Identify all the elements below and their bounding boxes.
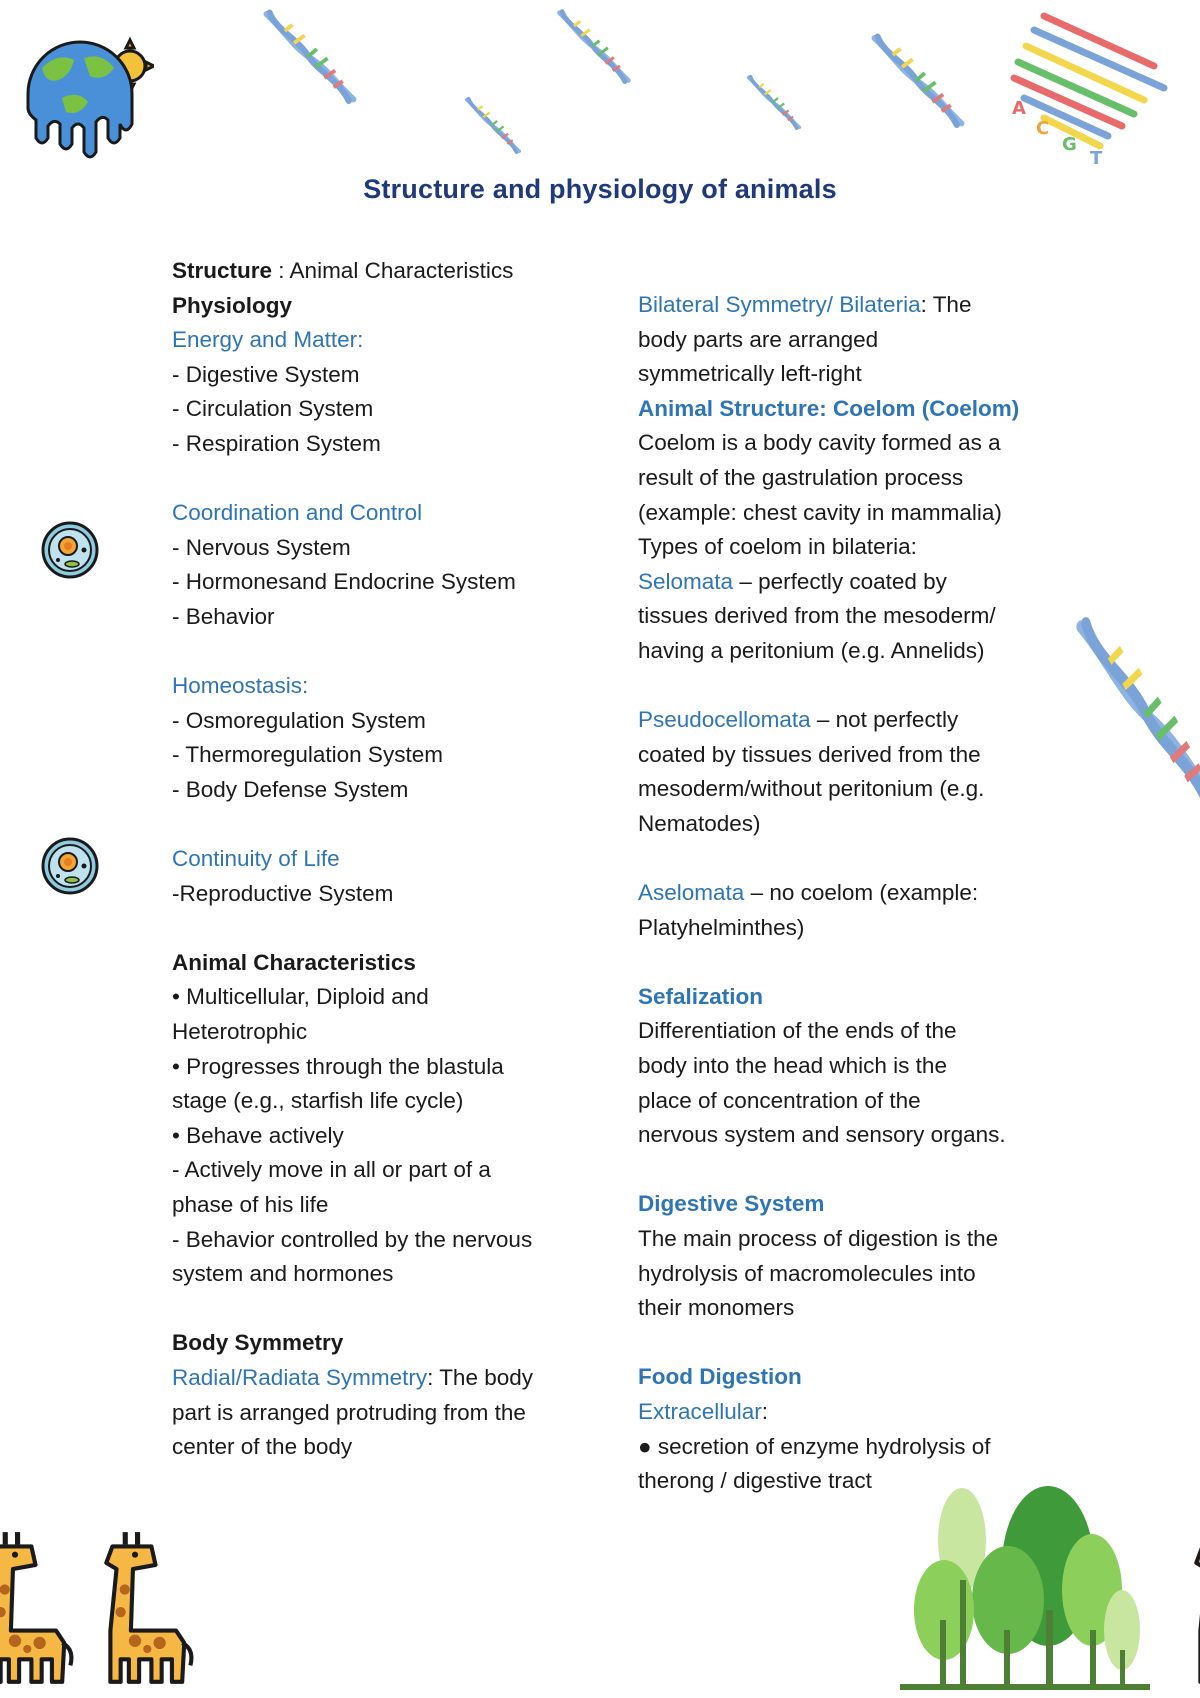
paragraph-line: therong / digestive tract	[638, 1468, 872, 1494]
extracellular-colon: :	[761, 1399, 769, 1424]
paragraph-line: The main process of digestion is the	[638, 1226, 999, 1252]
symmetry-heading: Body Symmetry	[172, 1330, 344, 1356]
paragraph-line: • Behave actively	[172, 1122, 344, 1148]
paragraph-line: hydrolysis of macromolecules into	[638, 1260, 976, 1286]
bilateral-term: Bilateral Symmetry/ Bilateria	[638, 292, 921, 317]
page-title: Structure and physiology of animals	[363, 174, 837, 204]
paragraph-line: result of the gastrulation process	[638, 464, 964, 490]
paragraph-line: phase of his life	[172, 1192, 329, 1218]
paragraph-line: - Behavior controlled by the nervous	[172, 1226, 533, 1252]
selomata-term: Selomata	[638, 568, 734, 594]
continuity-heading: Continuity of Life	[172, 846, 340, 872]
paragraph-line: - Actively move in all or part of a	[172, 1157, 491, 1183]
dna-letter: T	[1090, 148, 1103, 168]
pseudo-term: Pseudocellomata	[638, 707, 811, 733]
extracellular-line	[638, 1395, 1038, 1430]
list-item: - Hormonesand Endocrine System	[172, 569, 516, 595]
dna-icon	[746, 74, 802, 130]
aselomata-text: – no coelom (example:	[744, 880, 979, 906]
paragraph-line: center of the body	[172, 1434, 353, 1460]
dna-icon	[464, 96, 522, 154]
characteristics-heading: Animal Characteristics	[172, 949, 416, 975]
paragraph-line: Heterotrophic	[172, 1019, 308, 1045]
melting-earth-icon	[18, 28, 154, 168]
giraffe-icon	[0, 1528, 80, 1688]
list-item: - Circulation System	[172, 396, 374, 422]
paragraph-line: mesoderm/without peritonium (e.g.	[638, 776, 985, 802]
aselomata-term: Aselomata	[638, 880, 745, 906]
paragraph-line: symmetrically left-right	[638, 361, 862, 387]
trees-icon	[900, 1480, 1150, 1690]
list-item: - Nervous System	[172, 534, 351, 560]
paragraph-line: ● secretion of enzyme hydrolysis of	[638, 1433, 991, 1459]
physiology-heading: Physiology	[172, 292, 293, 318]
giraffe-icon	[1160, 1528, 1200, 1688]
paragraph-line: • Progresses through the blastula	[172, 1053, 504, 1079]
paragraph-line: part is arranged protruding from the	[172, 1399, 526, 1425]
paragraph-line: having a peritonium (e.g. Annelids)	[638, 637, 985, 663]
structure-line	[172, 254, 592, 289]
bilateral-line	[638, 288, 1038, 323]
list-item: -Reproductive System	[172, 880, 394, 906]
dna-icon	[556, 8, 632, 84]
paragraph-line: Coelom is a body cavity formed as a	[638, 430, 1001, 456]
bilateral-text: : The	[920, 292, 972, 317]
paragraph-line: Nematodes)	[638, 810, 761, 836]
paragraph-line: (example: chest cavity in mammalia)	[638, 499, 1002, 525]
paragraph-line: nervous system and sensory organs.	[638, 1122, 1006, 1148]
paragraph-line: coated by tissues derived from the	[638, 741, 981, 767]
selomata-line	[638, 565, 1038, 600]
pseudo-line	[638, 703, 1038, 738]
digestive-heading: Digestive System	[638, 1191, 825, 1217]
paragraph-line: body parts are arranged	[638, 326, 879, 352]
coelom-heading: Animal Structure: Coelom (Coelom)	[638, 395, 1020, 421]
dna-letter: G	[1062, 134, 1077, 155]
energy-heading: Energy and Matter:	[172, 327, 364, 353]
paragraph-line: Platyhelminthes)	[638, 914, 805, 940]
extracellular-term: Extracellular	[638, 1399, 762, 1424]
list-item: - Thermoregulation System	[172, 742, 443, 768]
coordination-heading: Coordination and Control	[172, 500, 423, 526]
paragraph-line: Types of coelom in bilateria:	[638, 534, 917, 560]
radial-line	[172, 1361, 592, 1396]
radial-text: : The body	[427, 1365, 534, 1390]
structure-text: : Animal Characteristics	[272, 258, 514, 283]
paragraph-line: stage (e.g., starfish life cycle)	[172, 1088, 464, 1114]
dna-icon	[1074, 614, 1200, 814]
paragraph-line: their monomers	[638, 1295, 795, 1321]
dna-icon	[262, 8, 358, 104]
structure-label: Structure	[172, 258, 273, 283]
paragraph-line: Differentiation of the ends of the	[638, 1018, 957, 1044]
cell-icon	[40, 520, 100, 580]
list-item: - Respiration System	[172, 430, 381, 456]
paragraph-line: tissues derived from the mesoderm/	[638, 603, 996, 629]
paragraph-line: • Multicellular, Diploid and	[172, 984, 429, 1010]
pseudo-text: – not perfectly	[810, 707, 959, 733]
list-item: - Osmoregulation System	[172, 707, 426, 733]
dna-letters-icon	[1004, 6, 1176, 168]
dna-letter: C	[1036, 118, 1050, 139]
list-item: - Behavior	[172, 603, 275, 629]
selomata-text: – perfectly coated by	[733, 568, 947, 594]
dna-icon	[870, 32, 966, 128]
right-column	[638, 288, 1038, 1499]
sefalization-heading: Sefalization	[638, 983, 764, 1009]
cell-icon	[40, 836, 100, 896]
radial-term: Radial/Radiata Symmetry	[172, 1365, 428, 1390]
dna-letter: A	[1012, 98, 1026, 119]
paragraph-line: system and hormones	[172, 1261, 394, 1287]
left-column	[172, 254, 592, 1465]
homeostasis-heading: Homeostasis:	[172, 673, 309, 699]
list-item: - Digestive System	[172, 361, 360, 387]
aselomata-line	[638, 876, 1038, 911]
paragraph-line: place of concentration of the	[638, 1087, 921, 1113]
food-heading: Food Digestion	[638, 1364, 802, 1390]
paragraph-line: body into the head which is the	[638, 1053, 947, 1079]
list-item: - Body Defense System	[172, 776, 409, 802]
giraffe-icon	[70, 1528, 200, 1688]
